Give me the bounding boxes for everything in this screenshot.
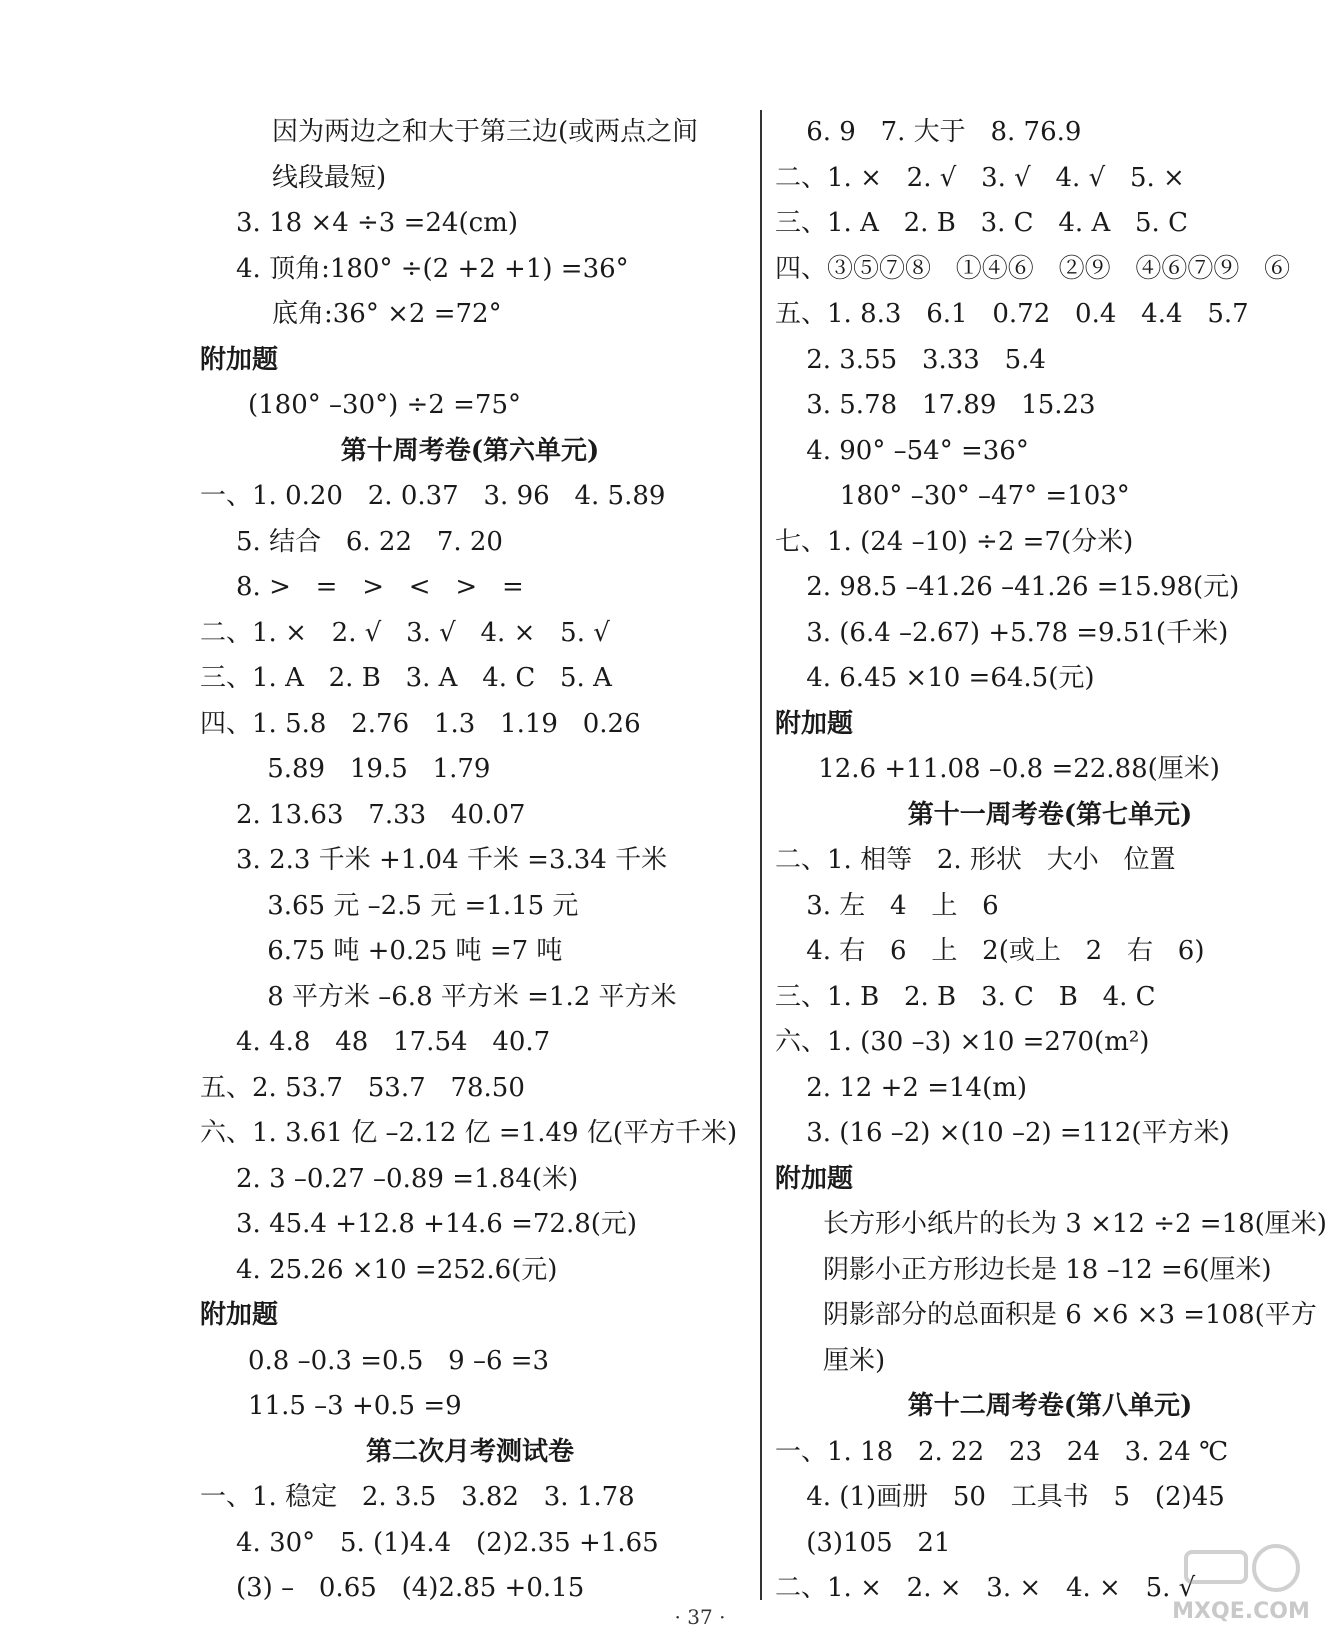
answer-line: 3. 2.3 千米 +1.04 千米 =3.34 千米 xyxy=(236,845,668,875)
answer-line: 五、1. 8.3 6.1 0.72 0.4 4.4 5.7 xyxy=(775,299,1249,329)
answer-line: 底角:36° ×2 =72° xyxy=(272,299,502,329)
answer-line: 3. (6.4 –2.67) +5.78 =9.51(千米) xyxy=(806,617,1229,648)
answer-line: 二、1. × 2. √ 3. √ 4. √ 5. × xyxy=(775,162,1185,193)
answer-line: 4. 30° 5. (1)4.4 (2)2.35 +1.65 xyxy=(236,1527,659,1558)
answer-line: 二、1. × 2. √ 3. √ 4. × 5. √ xyxy=(200,617,610,648)
bonus-label: 附加题 xyxy=(775,1163,854,1194)
answer-line: 一、1. 0.20 2. 0.37 3. 96 4. 5.89 xyxy=(200,481,666,511)
answer-line: 0.8 –0.3 =0.5 9 –6 =3 xyxy=(248,1345,550,1376)
answer-line: 2. 12 +2 =14(m) xyxy=(806,1072,1028,1103)
answer-line: 6.75 吨 +0.25 吨 =7 吨 xyxy=(267,936,563,966)
answer-line: 三、1. B 2. B 3. C B 4. C xyxy=(775,981,1156,1012)
column-divider xyxy=(760,110,762,1600)
answer-line: 一、1. 稳定 2. 3.5 3.82 3. 1.78 xyxy=(200,1482,635,1512)
answer-line: 180° –30° –47° =103° xyxy=(839,481,1130,511)
answer-line: 4. 90° –54° =36° xyxy=(806,435,1029,466)
section-heading: 第十一周考卷(第七单元) xyxy=(907,799,1193,830)
answer-line: 五、2. 53.7 53.7 78.50 xyxy=(200,1072,525,1103)
section-heading: 第十二周考卷(第八单元) xyxy=(907,1391,1193,1421)
answer-line: 六、1. (30 –3) ×10 =270(m²) xyxy=(775,1027,1150,1057)
answer-line: 二、1. 相等 2. 形状 大小 位置 xyxy=(775,845,1176,875)
answer-line: 二、1. × 2. × 3. × 4. × 5. √ xyxy=(775,1573,1196,1603)
answer-line: (180° –30°) ÷2 =75° xyxy=(248,390,521,420)
answer-line: 5.89 19.5 1.79 xyxy=(267,754,491,784)
answer-line: 六、1. 3.61 亿 –2.12 亿 =1.49 亿(平方千米) xyxy=(200,1118,738,1148)
answer-line: 12.6 +11.08 –0.8 =22.88(厘米) xyxy=(818,754,1220,784)
answer-line: 5. 结合 6. 22 7. 20 xyxy=(236,526,503,557)
answer-line: 4. 顶角:180° ÷(2 +2 +1) =36° xyxy=(236,253,629,284)
answer-line: 4. 4.8 48 17.54 40.7 xyxy=(236,1027,551,1057)
answer-line: 3. 5.78 17.89 15.23 xyxy=(806,390,1096,420)
section-heading: 第二次月考测试卷 xyxy=(365,1436,574,1467)
answer-line: 三、1. A 2. B 3. A 4. C 5. A xyxy=(200,663,612,693)
answer-line: 8 平方米 –6.8 平方米 =1.2 平方米 xyxy=(267,981,677,1012)
answer-line: 2. 3.55 3.33 5.4 xyxy=(806,344,1046,375)
answer-line: 厘米) xyxy=(823,1345,886,1376)
answer-line: 2. 98.5 –41.26 –41.26 =15.98(元) xyxy=(806,572,1240,602)
watermark-logo xyxy=(1156,1538,1326,1628)
answer-line: 3. (16 –2) ×(10 –2) =112(平方米) xyxy=(806,1118,1230,1148)
answer-line: 阴影小正方形边长是 18 –12 =6(厘米) xyxy=(823,1254,1272,1285)
answer-line: 线段最短) xyxy=(272,162,387,193)
answer-line: 三、1. A 2. B 3. C 4. A 5. C xyxy=(775,208,1188,238)
bonus-label: 附加题 xyxy=(200,344,279,375)
answer-line: 4. 右 6 上 2(或上 2 右 6) xyxy=(806,936,1205,966)
bonus-label: 附加题 xyxy=(775,708,854,739)
bonus-label: 附加题 xyxy=(200,1300,279,1330)
answer-line: 长方形小纸片的长为 3 ×12 ÷2 =18(厘米) xyxy=(823,1209,1327,1239)
answer-line: (3) – 0.65 (4)2.85 +0.15 xyxy=(236,1573,585,1603)
answer-line: (3)105 21 xyxy=(806,1527,951,1558)
answer-line: 3. 45.4 +12.8 +14.6 =72.8(元) xyxy=(236,1209,638,1239)
answer-line: 四、③⑤⑦⑧ ①④⑥ ②⑨ ④⑥⑦⑨ ⑥ xyxy=(775,253,1291,284)
answer-line: 6. 9 7. 大于 8. 76.9 xyxy=(806,117,1082,147)
left-answer-column xyxy=(200,110,740,1612)
watermark-text: MXQE.COM xyxy=(1172,1599,1310,1624)
answer-line: 8. > = > < > = xyxy=(236,572,524,602)
answer-line: 2. 3 –0.27 –0.89 =1.84(米) xyxy=(236,1163,579,1194)
page-number: · 37 · xyxy=(674,1605,726,1629)
answer-line: 一、1. 18 2. 22 23 24 3. 24 ℃ xyxy=(775,1436,1229,1467)
answer-line: 3.65 元 –2.5 元 =1.15 元 xyxy=(267,890,579,921)
answer-line: 3. 18 ×4 ÷3 =24(cm) xyxy=(236,208,518,238)
answer-line: 4. 25.26 ×10 =252.6(元) xyxy=(236,1254,558,1285)
right-answer-column xyxy=(775,110,1325,1612)
answer-line: 七、1. (24 –10) ÷2 =7(分米) xyxy=(775,526,1134,557)
answer-line: 四、1. 5.8 2.76 1.3 1.19 0.26 xyxy=(200,708,641,739)
section-heading: 第十周考卷(第六单元) xyxy=(340,435,600,466)
answer-line: 因为两边之和大于第三边(或两点之间 xyxy=(272,117,699,147)
answer-line: 2. 13.63 7.33 40.07 xyxy=(236,799,526,830)
answer-line: 11.5 –3 +0.5 =9 xyxy=(248,1391,462,1421)
answer-line: 阴影部分的总面积是 6 ×6 ×3 =108(平方 xyxy=(823,1300,1317,1330)
answer-line: 4. 6.45 ×10 =64.5(元) xyxy=(806,663,1095,693)
answer-line: 4. (1)画册 50 工具书 5 (2)45 xyxy=(806,1482,1225,1512)
answer-line: 3. 左 4 上 6 xyxy=(806,890,999,921)
